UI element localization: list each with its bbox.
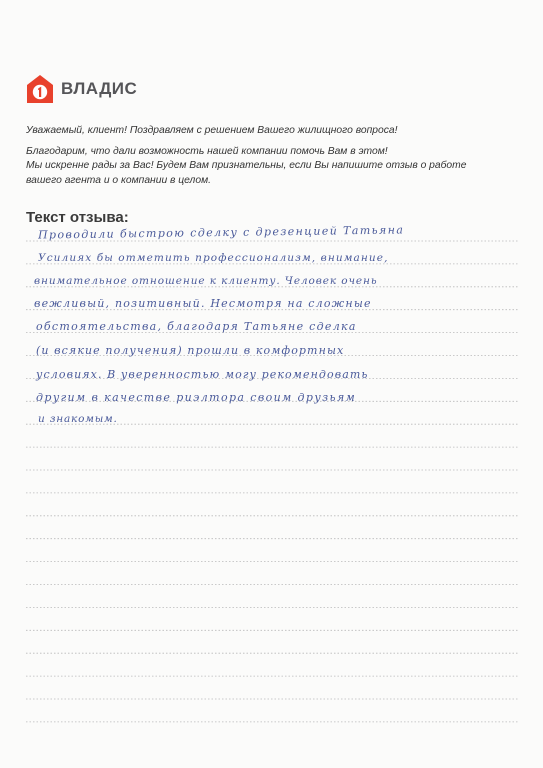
intro-request-line: Мы искренне рады за Вас! Будем Вам признательны, если Вы напишите отзыв о работе (26, 160, 467, 171)
handwritten-line: (и всякие получения) прошли в комфортных (36, 344, 345, 357)
intro-thanks-line: Благодарим, что дали возможность нашей компании помочь Вам в этом! (26, 145, 388, 157)
handwritten-line: внимательное отношение к клиенту. Человек очень (34, 275, 378, 287)
handwritten-line: другим в качестве риэлтора своим друзьям (36, 391, 357, 404)
handwritten-line: и знакомым. (38, 413, 118, 425)
intro-greeting: Уважаемый, клиент! Поздравляем с решением Вашего жилищного вопроса! (26, 125, 398, 136)
brand-name: ВЛАДИС (61, 79, 138, 98)
handwritten-line: Проводили быстрою сделку с дрезенцией Татьяна (37, 223, 405, 242)
intro-request-line-2: вашего агента и о компании в целом. (26, 174, 211, 186)
handwritten-line: условиях. В уверенностью могу рекомендовать (36, 368, 369, 381)
handwritten-line: вежливый, позитивный. Несмотря на сложные (34, 297, 372, 310)
handwritten-line: Усилиях бы отметить профессионализм, внимание, (38, 252, 389, 264)
handwritten-line: обстоятельства, благодаря Татьяне сделка (36, 320, 357, 333)
review-title: Текст отзыва: (26, 209, 129, 226)
